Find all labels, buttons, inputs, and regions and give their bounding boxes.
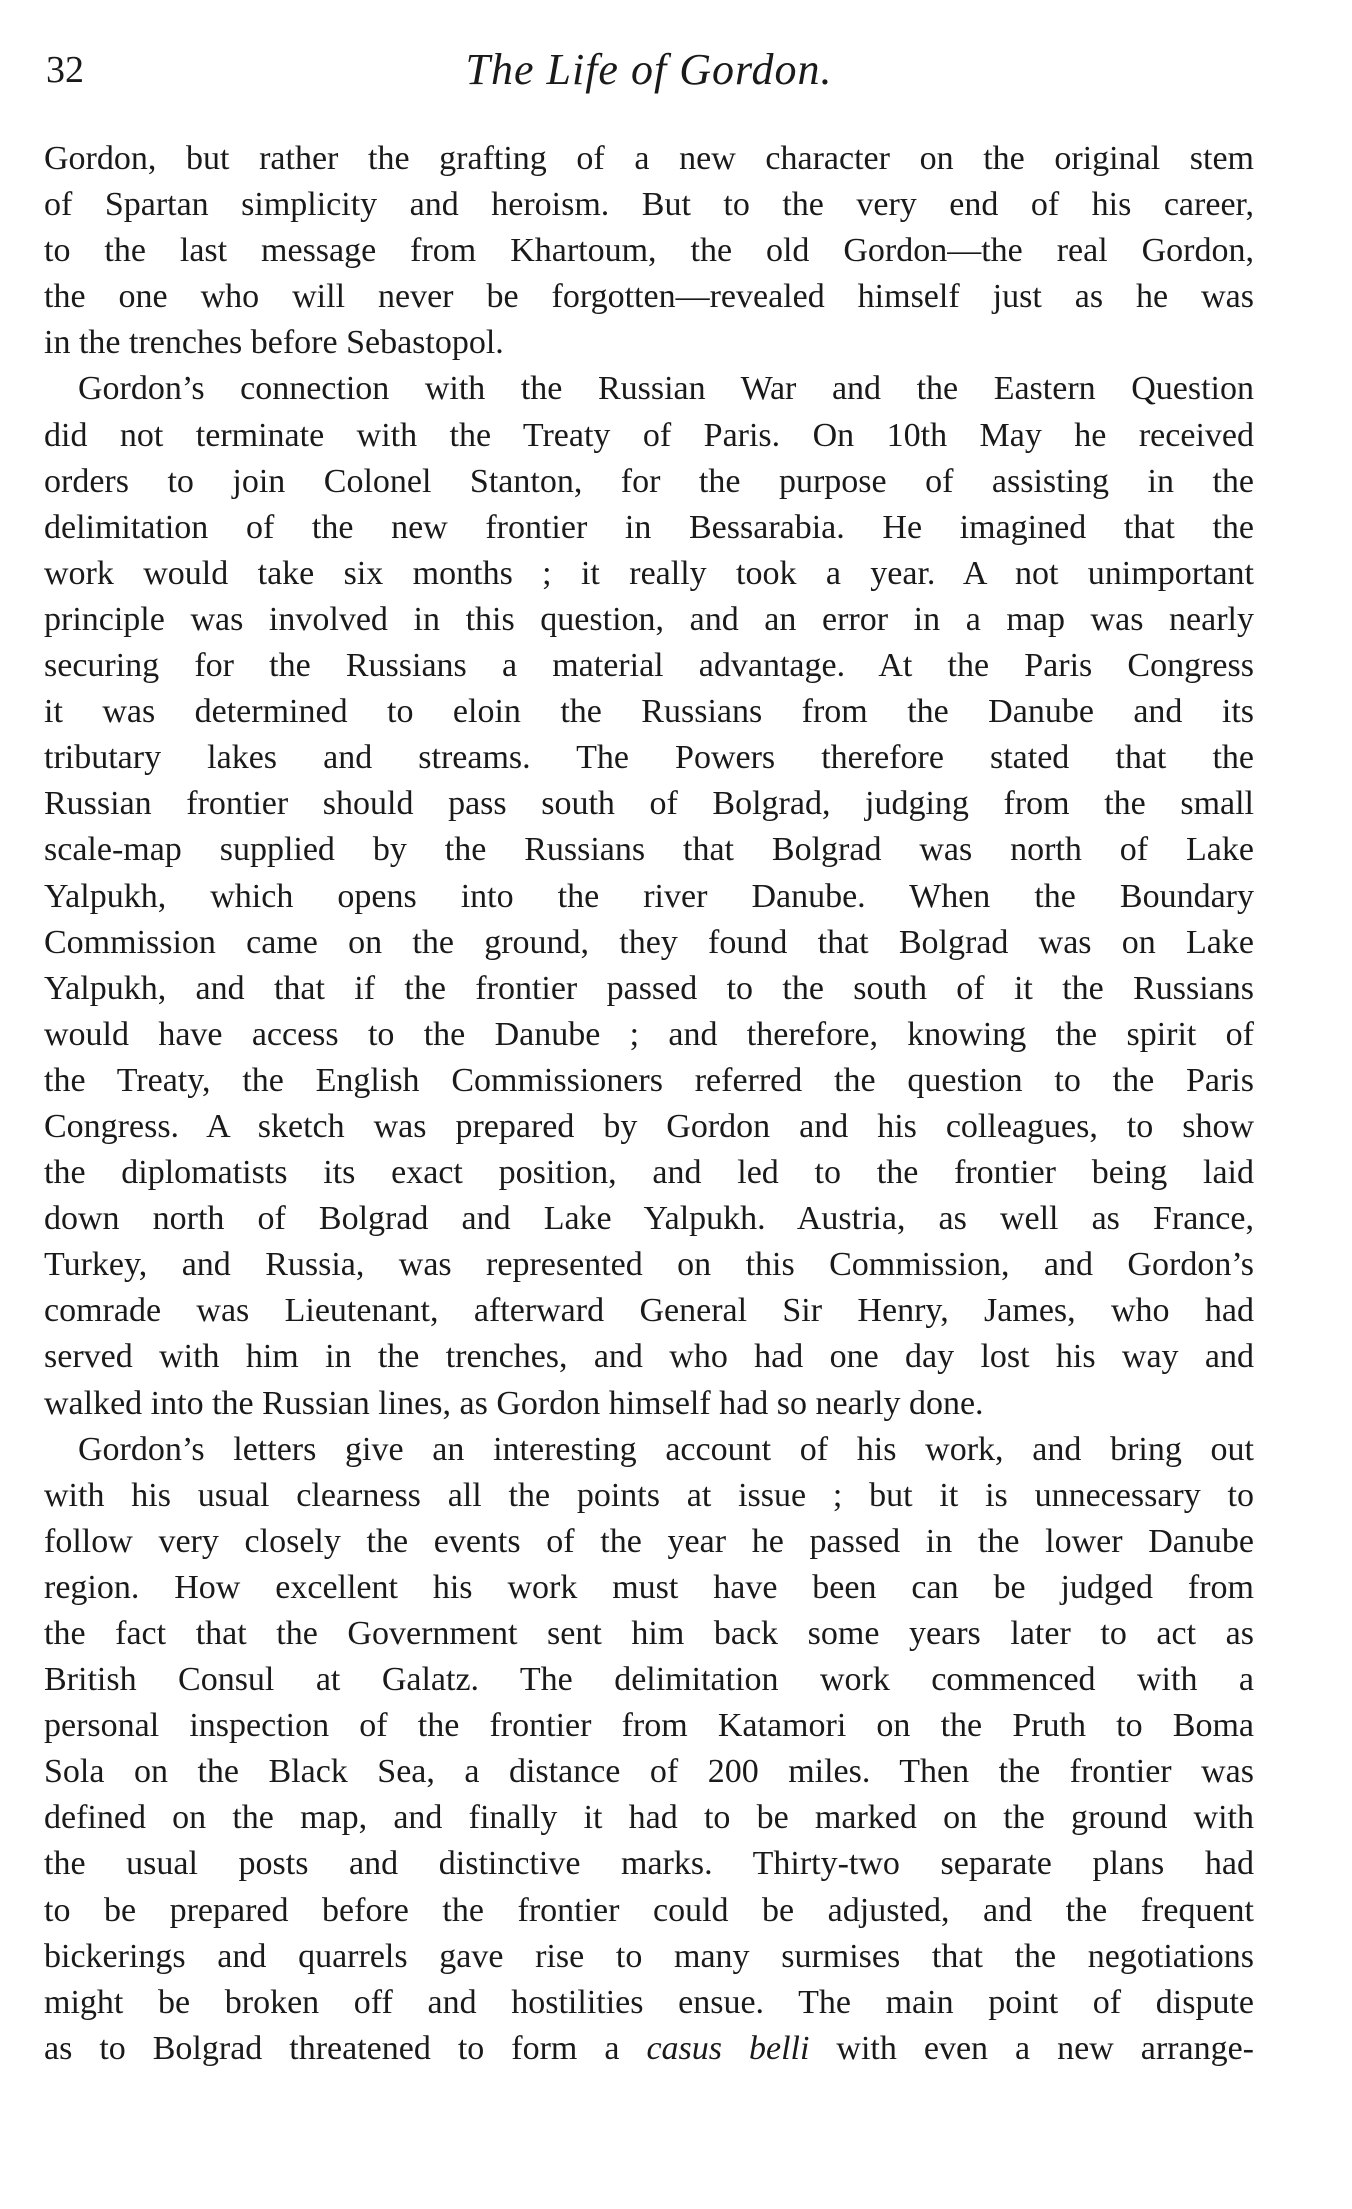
text-line: British Consul at Galatz. The delimitation work commenced with a xyxy=(44,1661,1254,1699)
text-line: Yalpukh, and that if the frontier passed to the south of it the Russians xyxy=(44,969,1254,1007)
text-run: with even a new arrange- xyxy=(809,2029,1254,2067)
text-line: Sola on the Black Sea, a distance of 200 miles. Then the frontier was xyxy=(44,1753,1254,1791)
running-title: The Life of Gordon. xyxy=(465,45,833,94)
text-line: follow very closely the events of the year he passed in the lower Danube xyxy=(44,1522,1254,1560)
body-text xyxy=(44,136,1254,2072)
text-line: the Treaty, the English Commissioners referred the question to the Paris xyxy=(44,1061,1254,1099)
text-line: personal inspection of the frontier from Katamori on the Pruth to Boma xyxy=(44,1707,1254,1745)
text-line: did not terminate with the Treaty of Paris. On 10th May he received xyxy=(44,416,1254,454)
text-line: it was determined to eloin the Russians from the Danube and its xyxy=(44,693,1254,731)
text-line: scale-map supplied by the Russians that Bolgrad was north of Lake xyxy=(44,831,1254,869)
page-number: 32 xyxy=(46,49,84,91)
text-line: would have access to the Danube ; and therefore, knowing the spirit of xyxy=(44,1015,1254,1053)
text-line: walked into the Russian lines, as Gordon himself had so nearly done. xyxy=(44,1384,984,1422)
text-line: Commission came on the ground, they found that Bolgrad was on Lake xyxy=(44,923,1254,961)
italic-phrase: casus belli xyxy=(646,2029,810,2067)
text-line: the one who will never be forgotten—revealed himself just as he was xyxy=(44,278,1254,316)
text-line: defined on the map, and finally it had to be marked on the ground with xyxy=(44,1799,1254,1837)
text-line: comrade was Lieutenant, afterward General Sir Henry, James, who had xyxy=(44,1292,1254,1330)
text-line: of Spartan simplicity and heroism. But to the very end of his career, xyxy=(44,186,1254,224)
text-run: as to Bolgrad threatened to form a xyxy=(44,2029,647,2067)
text-line: work would take six months ; it really took a year. A not unimportant xyxy=(44,554,1254,592)
text-line: Turkey, and Russia, was represented on this Commission, and Gordon’s xyxy=(44,1246,1254,1284)
text-line: the diplomatists its exact position, and led to the frontier being laid xyxy=(44,1154,1254,1192)
text-line: the fact that the Government sent him back some years later to act as xyxy=(44,1615,1254,1652)
text-line: Gordon, but rather the grafting of a new character on the original stem xyxy=(44,140,1254,177)
text-line: might be broken off and hostilities ensue. The main point of dispute xyxy=(44,1983,1254,2021)
text-line: Gordon’s connection with the Russian War and the Eastern Question xyxy=(78,370,1254,408)
text-line: tributary lakes and streams. The Powers therefore stated that the xyxy=(44,739,1254,777)
text-line: Yalpukh, which opens into the river Danube. When the Boundary xyxy=(44,877,1254,915)
text-line: Russian frontier should pass south of Bolgrad, judging from the small xyxy=(44,785,1254,823)
text-line: to the last message from Khartoum, the old Gordon—the real Gordon, xyxy=(44,232,1254,270)
text-line: the usual posts and distinctive marks. Thirty-two separate plans had xyxy=(44,1845,1254,1883)
paragraph-1 xyxy=(44,136,1254,366)
text-line: region. How excellent his work must have been can be judged from xyxy=(44,1568,1254,1606)
text-line-final xyxy=(44,2026,1254,2072)
text-line: with his usual clearness all the points at issue ; but it is unnecessary to xyxy=(44,1476,1254,1514)
paragraph-3 xyxy=(44,1427,1254,2072)
text-line: delimitation of the new frontier in Bessarabia. He imagined that the xyxy=(44,508,1254,546)
running-head xyxy=(46,40,1252,100)
paragraph-2 xyxy=(44,366,1254,1426)
text-line: Gordon’s letters give an interesting account of his work, and bring out xyxy=(78,1430,1254,1468)
text-line: principle was involved in this question, and an error in a map was nearly xyxy=(44,600,1254,638)
text-line: served with him in the trenches, and who had one day lost his way and xyxy=(44,1338,1254,1376)
text-line: securing for the Russians a material advantage. At the Paris Congress xyxy=(44,647,1254,685)
text-line: to be prepared before the frontier could be adjusted, and the frequent xyxy=(44,1891,1254,1929)
text-line: Congress. A sketch was prepared by Gordon and his colleagues, to show xyxy=(44,1107,1254,1145)
text-line: down north of Bolgrad and Lake Yalpukh. Austria, as well as France, xyxy=(44,1200,1254,1238)
text-line: bickerings and quarrels gave rise to many surmises that the negotiations xyxy=(44,1937,1254,1975)
text-line: in the trenches before Sebastopol. xyxy=(44,324,504,362)
text-line: orders to join Colonel Stanton, for the purpose of assisting in the xyxy=(44,462,1254,500)
